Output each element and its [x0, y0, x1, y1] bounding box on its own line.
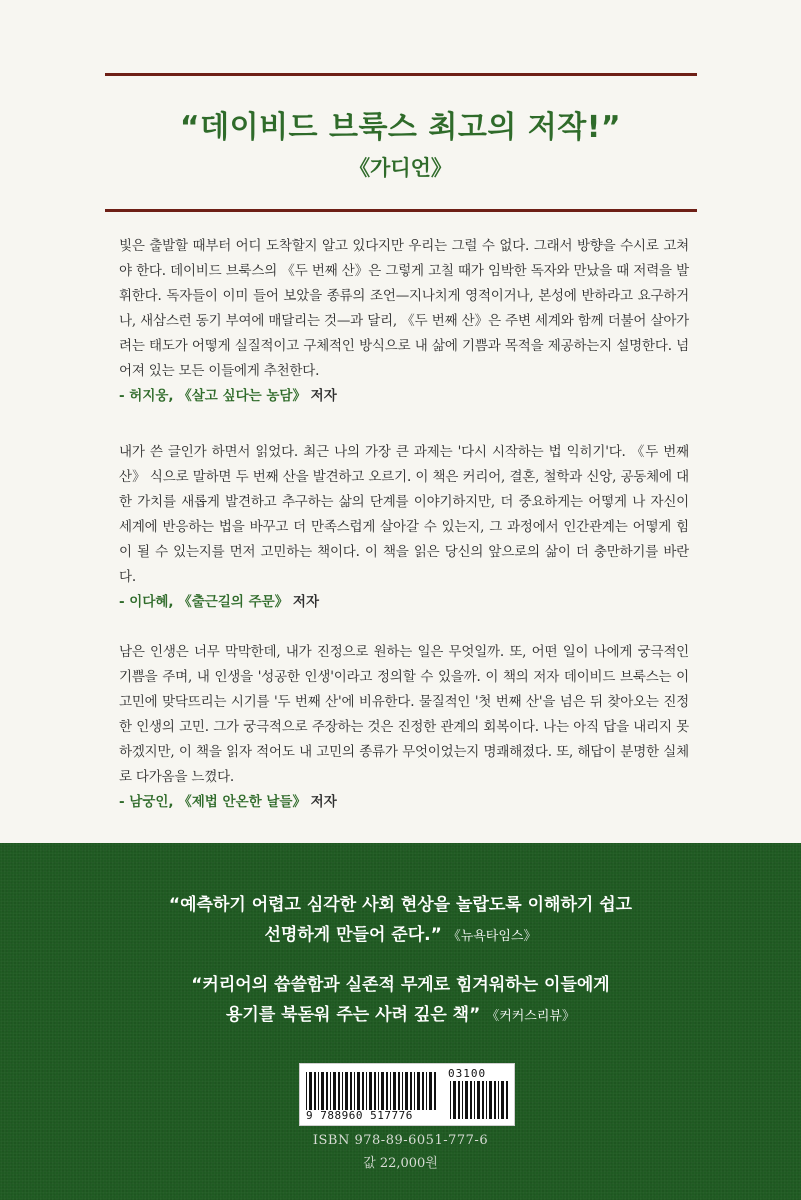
barcode-bar: [422, 1072, 424, 1110]
review-author-suffix: 저자: [305, 388, 337, 404]
review-author-suffix: 저자: [288, 594, 319, 610]
barcode-bar: [326, 1072, 328, 1110]
barcode-bar: [402, 1072, 403, 1110]
barcode-bar: [345, 1072, 348, 1110]
barcode-bar: [450, 1081, 451, 1119]
barcode-bar: [462, 1081, 463, 1119]
press-quote: [0, 890, 801, 952]
barcode-bar: [501, 1081, 504, 1119]
headline-quote: “데이비드 브룩스 최고의 저작!”: [179, 110, 622, 145]
press-source: 《뉴욕타임스》: [447, 929, 537, 944]
barcode-bar: [482, 1081, 484, 1119]
bottom-rule: [105, 209, 697, 212]
press-quote-line-2: 용기를 북돋워 주는 사려 깊은 책” 《커커스리뷰》: [226, 1005, 575, 1025]
review-author: - 이다혜, 《출근길의 주문》: [119, 594, 289, 610]
barcode-bar: [426, 1072, 427, 1110]
barcode-bar: [362, 1072, 364, 1110]
review-attribution: [119, 790, 689, 815]
barcode-bar: [378, 1072, 379, 1110]
press-quote: [0, 970, 801, 1032]
barcode-bar: [506, 1081, 508, 1119]
barcode-bar: [486, 1081, 487, 1119]
barcode-addon-number: 03100: [448, 1067, 487, 1080]
review-text: 남은 인생은 너무 막막한데, 내가 진정으로 원하는 일은 무엇일까. 또, 어떤 일이 나에게 궁극적인 기쁨을 주며, 내 인생을 '성공한 인생'이라고 정의할 수 있을까. 이 책의 저자 데이비드 브룩스는 이 고민에 맞닥뜨리는 시기를 '두 번째 산'에 비유한다. 물질적인 '첫 번째 산'을 넘은 뒤 찾아오는 진정한 인생의 고민. 그가 궁극적으로 주장하는 것은 진정한 관계의 회복이다. 나는 아직 답을 내리지 못하겠지만, 이 책을 읽자 적어도 내 고민의 종류가 무엇이었는지 명쾌해졌다. 또, 해답이 분명한 실체로 다가옴을 느꼈다.: [119, 644, 689, 785]
review-author: - 남궁인, 《제법 안온한 날들》: [119, 794, 306, 810]
barcode: [299, 1063, 515, 1126]
barcode-bar: [333, 1072, 336, 1110]
barcode-bar: [405, 1072, 408, 1110]
barcode-bar: [350, 1072, 352, 1110]
barcode-bar: [306, 1072, 307, 1110]
barcode-bar: [357, 1072, 360, 1110]
barcode-bar: [318, 1072, 319, 1110]
barcode-bar: [498, 1081, 499, 1119]
barcode-bar: [390, 1072, 391, 1110]
barcode-bar: [381, 1072, 384, 1110]
barcode-addon-bars: [450, 1081, 508, 1119]
review-block: [119, 640, 689, 815]
barcode-bar: [470, 1081, 472, 1119]
barcode-bar: [321, 1072, 324, 1110]
barcode-bar: [342, 1072, 343, 1110]
barcode-bar: [429, 1072, 432, 1110]
barcode-bar: [414, 1072, 415, 1110]
barcode-bar: [494, 1081, 496, 1119]
barcode-bar: [330, 1072, 331, 1110]
barcode-bar: [374, 1072, 376, 1110]
top-rule: [105, 73, 697, 76]
review-block: [119, 440, 689, 615]
review-attribution: [119, 384, 689, 409]
isbn: ISBN 978-89-6051-777-6: [312, 1133, 489, 1148]
press-quote-line-2: 선명하게 만들어 준다.” 《뉴욕타임스》: [264, 925, 537, 945]
barcode-number: 9 788960 517776: [306, 1109, 413, 1122]
review-attribution: [119, 590, 689, 615]
barcode-bar: [465, 1081, 468, 1119]
barcode-bar: [338, 1072, 340, 1110]
barcode-bar: [434, 1072, 436, 1110]
price: 값 22,000원: [363, 1156, 438, 1171]
review-text: 빛은 출발할 때부터 어디 도착할지 알고 있다지만 우리는 그럴 수 없다. 그래서 방향을 수시로 고쳐야 한다. 데이비드 브룩스의 《두 번째 산》은 그렇게 고칠 때가 임박한 독자와 만났을 때 저력을 발휘한다. 독자들이 이미 들어 보았을 종류의 조언—지나치게 영적이거나, 본성에 반하라고 요구하거나, 새삼스런 동기 부여에 매달리는 것—과 달리, 《두 번째 산》은 주변 세계와 함께 더불어 살아가려는 태도가 어떻게 실질적이고 구체적인 방식으로 내 삶에 기쁨과 목적을 제공하는지 설명한다. 넘어져 있는 모든 이들에게 추천한다.: [119, 238, 689, 379]
press-quote-line: “예측하기 어렵고 심각한 사회 현상을 놀랍도록 이해하기 쉽고: [168, 895, 633, 915]
barcode-bar: [458, 1081, 460, 1119]
press-quote-line: “커리어의 씁쓸함과 실존적 무게로 힘겨워하는 이들에게: [191, 975, 610, 995]
barcode-bar: [477, 1081, 480, 1119]
review-author-suffix: 저자: [305, 794, 337, 810]
barcode-bar: [410, 1072, 412, 1110]
barcode-bar: [489, 1081, 492, 1119]
barcode-bar: [354, 1072, 355, 1110]
barcode-bar: [398, 1072, 400, 1110]
barcode-bar: [453, 1081, 456, 1119]
barcode-bars: [306, 1072, 438, 1110]
barcode-bar: [366, 1072, 367, 1110]
headline-source: 《가디언》: [349, 156, 452, 180]
review-text: 내가 쓴 글인가 하면서 읽었다. 최근 나의 가장 큰 과제는 '다시 시작하는 법 익히기'다. 《두 번째 산》 식으로 말하면 두 번째 산을 발견하고 오르기. 이 책은 커리어, 결혼, 철학과 신앙, 공동체에 대한 가치를 새롭게 발견하고 추구하는 삶의 단계를 이야기하지만, 더 중요하게는 어떻게 나 자신이 세계에 반응하는 법을 바꾸고 더 만족스럽게 살아갈 수 있는지, 그 과정에서 인간관계는 어떻게 힘이 될 수 있는지를 먼저 고민하는 책이다. 이 책을 읽은 당신의 앞으로의 삶이 더 충만하기를 바란다.: [119, 444, 689, 585]
barcode-bar: [386, 1072, 388, 1110]
barcode-bar: [369, 1072, 372, 1110]
press-source: 《커커스리뷰》: [486, 1009, 575, 1024]
review-author: - 허지웅, 《살고 싶다는 농담》: [119, 388, 306, 404]
barcode-bar: [309, 1072, 312, 1110]
barcode-bar: [393, 1072, 396, 1110]
barcode-bar: [314, 1072, 316, 1110]
barcode-bar: [417, 1072, 420, 1110]
review-block: [119, 234, 689, 409]
barcode-bar: [474, 1081, 475, 1119]
